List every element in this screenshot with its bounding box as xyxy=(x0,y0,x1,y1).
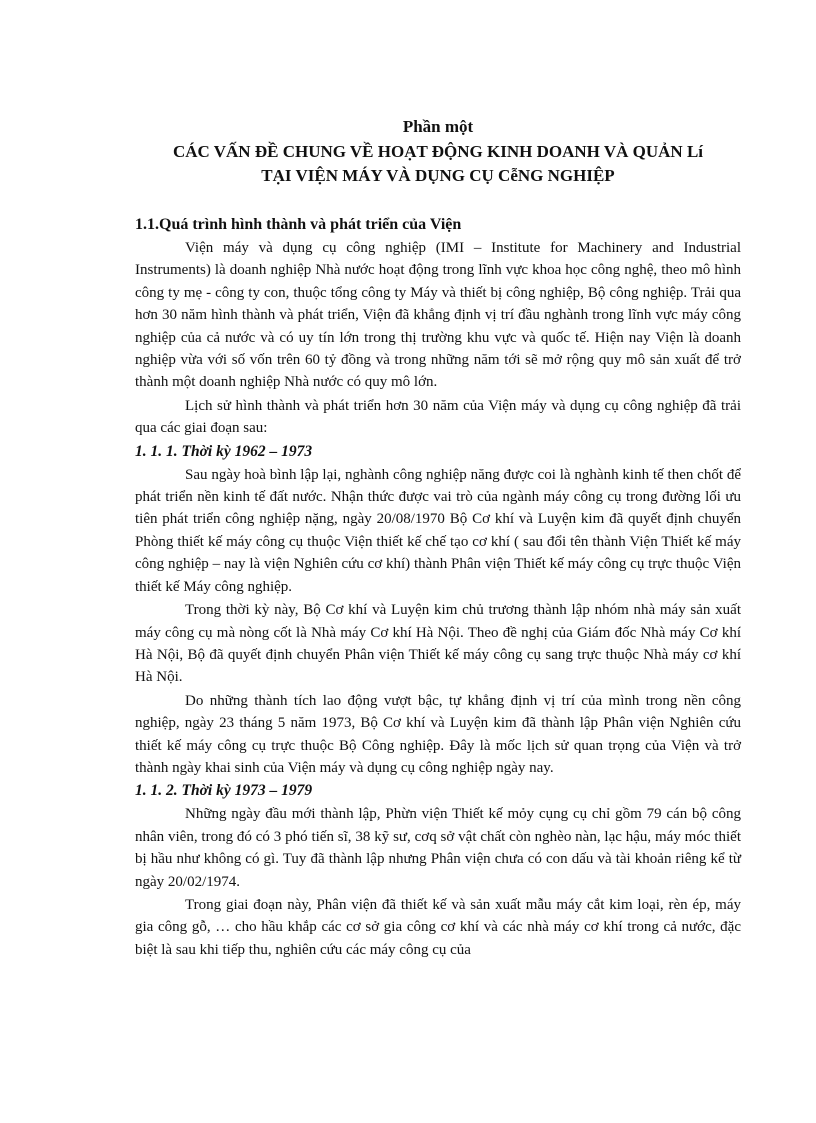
document-page xyxy=(135,116,741,961)
chapter-title-line-1: CÁC VẤN ĐỀ CHUNG VỀ HOẠT ĐỘNG KINH DOANH VÀ QUẢN Lí xyxy=(172,142,704,161)
paragraph: Viện máy và dụng cụ công nghiệp (IMI – Institute for Machinery and Industrial Instruments) là doanh nghiệp Nhà nước hoạt động trong lĩnh vực khoa học công nghệ, theo mô hình công ty mẹ - công ty con, thuộc tổng công ty Máy và thiết bị công nghiệp, Bộ công nghiệp. Trải qua hơn 30 năm hình thành và phát triển, Viện đã khẳng định vị trí đầu nghành trong lĩnh vực máy công nghiệp của cả nước và có uy tín lớn trong thị trường khu vực và quốc tế. Hiện nay Viện là doanh nghiệp vừa với số vốn trên 60 tỷ đồng và trong những năm tới sẽ mở rộng quy mô sản xuất để trở thành một doanh nghiệp Nhà nước có quy mô lớn. xyxy=(135,240,741,391)
paragraph: Do những thành tích lao động vượt bậc, tự khẳng định vị trí của mình trong nền công nghiệp, ngày 23 tháng 5 năm 1973, Bộ Cơ khí và Luyện kim đã thành lập Phân viện Nghiên cứu thiết kế máy công cụ trực thuộc Bộ Công nghiệp. Đây là mốc lịch sử quan trọng của Viện và trở thành ngày khai sinh của Viện máy và dụng cụ công nghiệp ngày nay. xyxy=(135,692,741,776)
part-title: Phần một xyxy=(402,117,474,136)
paragraph: Sau ngày hoà bình lập lại, nghành công nghiệp năng được coi là nghành kinh tế then chốt để phát triển nền kinh tế đất nước. Nhận thức được vai trò của ngành máy công cụ trong đường lối ưu tiên phát triển công nghiệp nặng, ngày 20/08/1970 Bộ Cơ khí và Luyện kim đã quyết định chuyển Phòng thiết kế máy công cụ thuộc Viện thiết kế chế tạo cơ khí ( sau đổi tên thành Viện Thiết kế máy công nghiệp – nay là viện Nghiên cứu cơ khí) thành Phân viện Thiết kế máy công cụ trực thuộc Viện thiết kế Máy công nghiệp. xyxy=(135,466,741,595)
chapter-title-line-2: TẠI VIỆN MÁY VÀ DỤNG CỤ CễNG NGHIỆP xyxy=(261,166,615,185)
paragraph: Trong giai đoạn này, Phân viện đã thiết kế và sản xuất mẫu máy cắt kim loại, rèn ép, máy gia công gỗ, … cho hầu khắp các cơ sở gia công cơ khí và các nhà máy cơ khí trong cả nước, đặc biệt là sau khi tiếp thu, nghiên cứu các máy công cụ của xyxy=(135,896,741,958)
paragraph: Lịch sử hình thành và phát triển hơn 30 năm của Viện máy và dụng cụ công nghiệp đã trải qua các giai đoạn sau: xyxy=(135,397,741,437)
subsection-heading: 1. 1. 2. Thời kỳ 1973 – 1979 xyxy=(135,782,313,800)
section-heading: 1.1.Quá trình hình thành và phát triển của Viện xyxy=(135,216,462,233)
paragraph: Những ngày đầu mới thành lập, Phừn viện Thiết kế mỏy cụng cụ chỉ gồm 79 cán bộ công nhân viên, trong đó có 3 phó tiến sĩ, 38 kỹ sư, cơq sở vật chất còn nghèo nàn, lạc hậu, máy móc thiết bị hầu như không có gì. Tuy đã thành lập nhưng Phân viện chưa có con dấu và tài khoản riêng kể từ ngày 20/02/1974. xyxy=(135,806,741,890)
subsection-heading: 1. 1. 1. Thời kỳ 1962 – 1973 xyxy=(135,442,313,460)
paragraph: Trong thời kỳ này, Bộ Cơ khí và Luyện kim chủ trương thành lập nhóm nhà máy sản xuất máy công cụ mà nòng cốt là Nhà máy Cơ khí Hà Nội. Theo đề nghị của Giám đốc Nhà máy Cơ khí Hà Nội, Bộ đã quyết định chuyển Phân viện Thiết kế máy công cụ sang trực thuộc Nhà máy cơ khí Hà Nội. xyxy=(135,602,741,686)
chapter-title xyxy=(135,140,741,188)
